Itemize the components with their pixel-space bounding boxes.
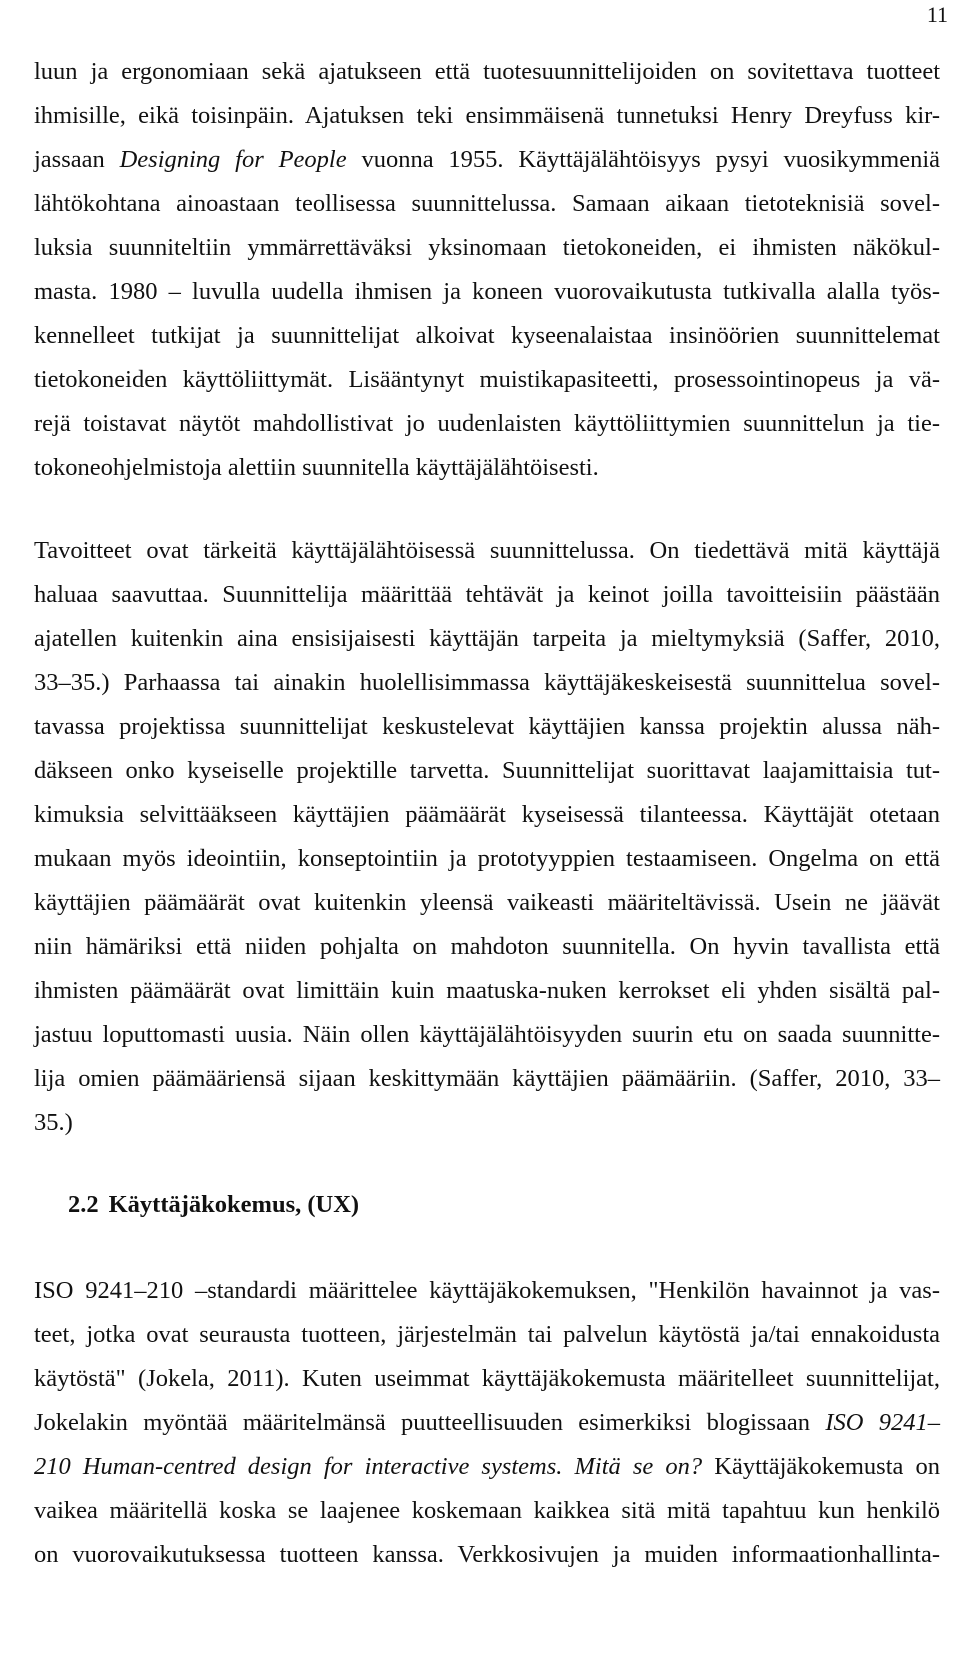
p1-line-3 (34, 138, 940, 182)
p2-line-5: tavassa projektissa suunnittelijat keskustelevat käyttäjien kanssa projektin alussa näh- (34, 713, 940, 740)
p3-line-4-a: Jokelakin myöntää määritelmänsä puutteellisuuden esimerkiksi blogissaan (34, 1409, 826, 1436)
p2-line-6: däkseen onko kyseiselle projektille tarvetta. Suunnittelijat suorittavat laajamittaisia tut- (34, 757, 940, 784)
p2-line-14: 35.) (34, 1109, 73, 1136)
section-number: 2.2 (68, 1191, 99, 1218)
p2-line-3: ajatellen kuitenkin aina ensisijaisesti käyttäjän tarpeita ja mieltymyksiä (Saffer, 2010, (34, 625, 940, 652)
p3-line-5-b: Käyttäjäkokemusta on (702, 1453, 940, 1480)
p1-line-5: luksia suunniteltiin ymmärrettäväksi yksinomaan tietokoneiden, ei ihmisten näkökul- (34, 234, 940, 261)
p1-line-1: luun ja ergonomiaan sekä ajatukseen että tuotesuunnittelijoiden on sovitettava tuotteet (34, 58, 940, 85)
section-heading (68, 1183, 359, 1227)
p2-line-11: ihmisten päämäärät ovat limittäin kuin maatuska-nuken kerrokset eli yhden sisältä pal- (34, 977, 940, 1004)
blog-title-part-1: ISO 9241– (825, 1409, 940, 1436)
p1-line-8: tietokoneiden käyttöliittymät. Lisääntynyt muistikapasiteetti, prosessointinopeus ja vä- (34, 366, 940, 393)
p1-line-9: rejä toistavat näytöt mahdollistivat jo uudenlaisten käyttöliittymien suunnittelun ja tie- (34, 410, 940, 437)
p3-line-4 (34, 1401, 940, 1445)
p3-line-1: ISO 9241–210 –standardi määrittelee käyttäjäkokemuksen, "Henkilön havainnot ja vas- (34, 1277, 940, 1304)
p2-line-1: Tavoitteet ovat tärkeitä käyttäjälähtöisessä suunnittelussa. On tiedettävä mitä käyttäjä (34, 537, 940, 564)
p2-line-9: käyttäjien päämäärät ovat kuitenkin yleensä vaikeasti määriteltävissä. Usein ne jäävät (34, 889, 940, 916)
p1-line-7: kennelleet tutkijat ja suunnittelijat alkoivat kyseenalaistaa insinöörien suunnittelemat (34, 322, 940, 349)
p2-line-13: lija omien päämääriensä sijaan keskittymään käyttäjien päämääriin. (Saffer, 2010, 33– (34, 1065, 940, 1092)
p2-line-8: mukaan myös ideointiin, konseptointiin ja prototyyppien testaamiseen. Ongelma on että (34, 845, 940, 872)
p3-line-3: käytöstä" (Jokela, 2011). Kuten useimmat käyttäjäkokemusta määritelleet suunnittelijat, (34, 1365, 940, 1392)
p1-line-2: ihmisille, eikä toisinpäin. Ajatuksen teki ensimmäisenä tunnetuksi Henry Dreyfuss kir- (34, 102, 940, 129)
p3-line-2: teet, jotka ovat seurausta tuotteen, järjestelmän tai palvelun käytöstä ja/tai ennakoidusta (34, 1321, 940, 1348)
p1-line-6: masta. 1980 – luvulla uudella ihmisen ja koneen vuorovaikutusta tutkivalla alalla työs- (34, 278, 940, 305)
section-title: Käyttäjäkokemus, (UX) (108, 1191, 360, 1218)
p2-line-2: haluaa saavuttaa. Suunnittelija määrittää tehtävät ja keinot joilla tavoitteisiin päästään (34, 581, 940, 608)
p1-line-10: tokoneohjelmistoja alettiin suunnitella käyttäjälähtöisesti. (34, 454, 599, 481)
p2-line-4: 33–35.) Parhaassa tai ainakin huolellisimmassa käyttäjäkeskeisestä suunnittelua sovel- (34, 669, 940, 696)
p1-line-3-a: jassaan (34, 146, 120, 173)
book-title-designing-for-people: Designing for People (119, 146, 347, 173)
p3-line-7: on vuorovaikutuksessa tuotteen kanssa. Verkkosivujen ja muiden informaationhallinta- (34, 1541, 940, 1568)
p3-line-6: vaikea määritellä koska se laajenee koskemaan kaikkea sitä mitä tapahtuu kun henkilö (34, 1497, 940, 1524)
blog-title-part-2: 210 Human-centred design for interactive systems. Mitä se on? (34, 1453, 703, 1480)
p1-line-3-b: vuonna 1955. Käyttäjälähtöisyys pysyi vuosikymmeniä (346, 146, 941, 173)
p2-line-10: niin hämäriksi että niiden pohjalta on mahdoton suunnitella. On hyvin tavallista että (34, 933, 940, 960)
p2-line-12: jastuu loputtomasti uusia. Näin ollen käyttäjälähtöisyyden suurin etu on saada suunnitte- (34, 1021, 940, 1048)
page-number: 11 (926, 2, 948, 27)
p2-line-7: kimuksia selvittääkseen käyttäjien päämäärät kyseisessä tilanteessa. Käyttäjät otetaan (34, 801, 940, 828)
p1-line-4: lähtökohtana ainoastaan teollisessa suunnittelussa. Samaan aikaan tietoteknisiä sovel- (34, 190, 940, 217)
p3-line-5 (34, 1445, 940, 1489)
